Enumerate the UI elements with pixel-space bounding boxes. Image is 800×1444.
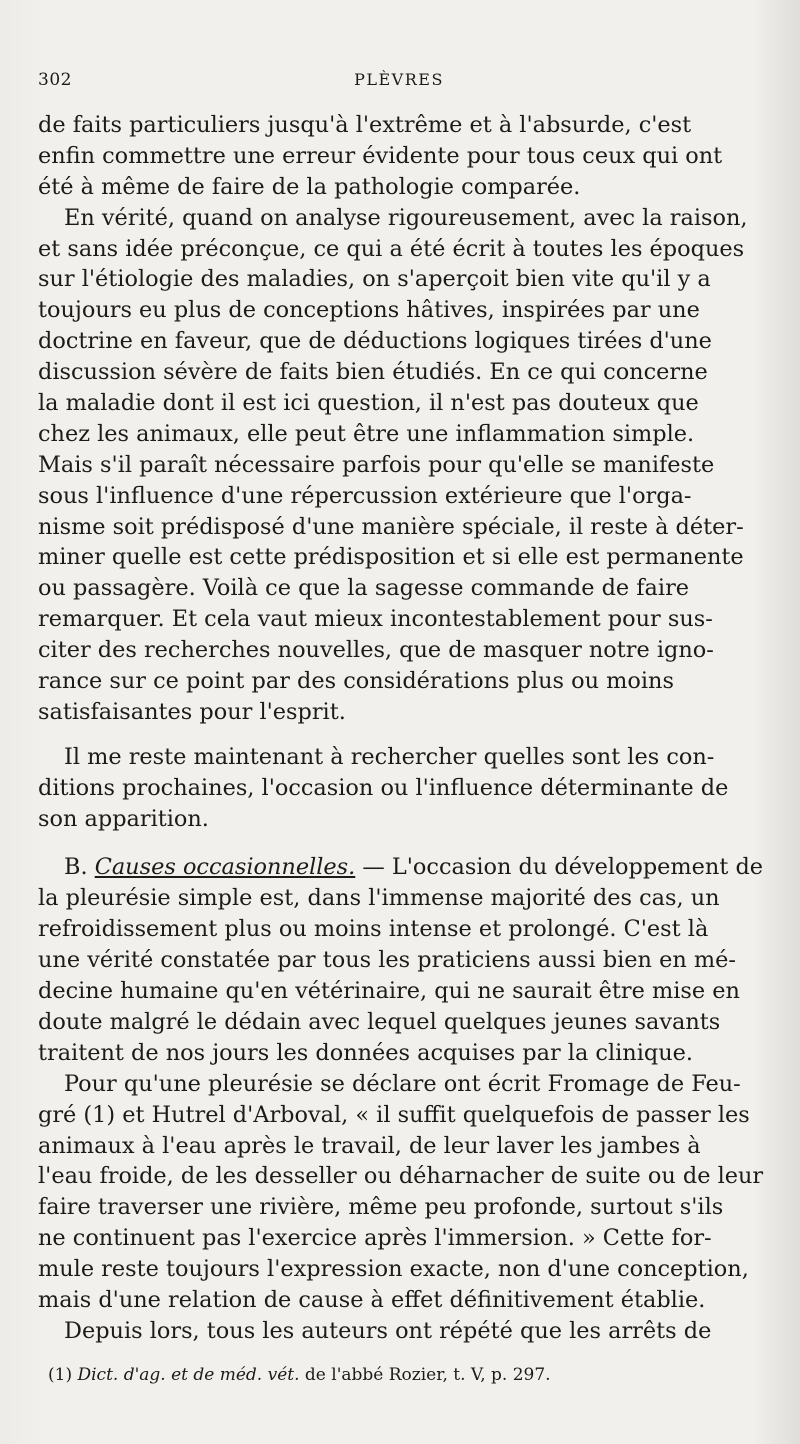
- text-line: sur l'étiologie des maladies, on s'aperçoit bien vite qu'il y a: [38, 266, 711, 293]
- text-line: de faits particuliers jusqu'à l'extrême et à l'absurde, c'est: [38, 112, 692, 138]
- text-line: gré (1) et Hutrel d'Arboval, « il suffit quelquefois de passer les: [38, 1101, 750, 1128]
- text-line: son apparition.: [38, 805, 209, 832]
- footnote-spacer: [38, 1347, 760, 1363]
- text-line: mais d'une relation de cause à effet définitivement établie.: [38, 1286, 706, 1313]
- text-line: Depuis lors, tous les auteurs ont répété que les arrêts de: [64, 1317, 712, 1344]
- text-line: ditions prochaines, l'occasion ou l'influence déterminante de: [38, 774, 729, 801]
- text-line: doute malgré le dédain avec lequel quelques jeunes savants: [38, 1008, 721, 1035]
- running-header: [38, 70, 760, 110]
- section-heading: Causes occasionnelles.: [94, 854, 356, 881]
- section-letter: B.: [64, 854, 95, 881]
- text-line: et sans idée préconçue, ce qui a été écrit à toutes les époques: [38, 235, 745, 262]
- text-line: chez les animaux, elle peut être une inflammation simple.: [38, 420, 695, 447]
- text-line: miner quelle est cette prédisposition et si elle est permanente: [38, 544, 744, 571]
- footnote-title: Dict. d'ag. et de méd. vét.: [77, 1364, 300, 1385]
- footnote: [38, 1363, 760, 1387]
- text-line: été à même de faire de la pathologie comparée.: [38, 173, 581, 200]
- text-line: faire traverser une rivière, même peu profonde, surtout s'ils: [38, 1194, 724, 1221]
- text-line: toujours eu plus de conceptions hâtives, inspirées par une: [38, 297, 700, 324]
- text-line: traitent de nos jours les données acquises par la clinique.: [38, 1039, 693, 1066]
- text-line: doctrine en faveur, que de déductions logiques tirées d'une: [38, 328, 712, 355]
- text-line: ou passagère. Voilà ce que la sagesse commande de faire: [38, 575, 690, 602]
- paragraph-spacer: [38, 728, 760, 742]
- text-line: remarquer. Et cela vaut mieux incontestablement pour sus-: [38, 606, 713, 633]
- text-line: sous l'influence d'une répercussion extérieure que l'orga-: [38, 482, 692, 509]
- section-heading-rest: — L'occasion du développement de: [355, 854, 764, 881]
- paragraph-1: [38, 110, 760, 203]
- paragraph-6: [38, 1316, 760, 1347]
- page-number: 302: [38, 70, 72, 90]
- text-line: mule reste toujours l'expression exacte, non d'une conception,: [38, 1256, 749, 1283]
- section-heading-line: [38, 852, 764, 883]
- text-line: Mais s'il paraît nécessaire parfois pour qu'elle se manifeste: [38, 451, 715, 478]
- text-line: En vérité, quand on analyse rigoureusement, avec la raison,: [64, 204, 748, 231]
- text-line: la maladie dont il est ici question, il n'est pas douteux que: [38, 390, 699, 417]
- text-line: refroidissement plus ou moins intense et prolongé. C'est là: [38, 916, 709, 943]
- text-line: citer des recherches nouvelles, que de masquer notre igno-: [38, 637, 714, 664]
- text-line: ne continuent pas l'exercice après l'immersion. » Cette for-: [38, 1225, 712, 1252]
- text-line: animaux à l'eau après le travail, de leur laver les jambes à: [38, 1132, 701, 1159]
- text-line: discussion sévère de faits bien étudiés. En ce qui concerne: [38, 359, 708, 386]
- paragraph-4: [38, 852, 764, 1068]
- text-line: une vérité constatée par tous les praticiens aussi bien en mé-: [38, 947, 736, 974]
- text-line: l'eau froide, de les desseller ou déharnacher de suite ou de leur: [38, 1163, 764, 1190]
- text-line: la pleurésie simple est, dans l'immense majorité des cas, un: [38, 885, 720, 912]
- footnote-marker: (1): [48, 1364, 78, 1385]
- paragraph-3: [38, 742, 760, 835]
- text-line: Il me reste maintenant à rechercher quelles sont les con-: [64, 743, 715, 770]
- running-title: PLÈVRES: [354, 70, 444, 89]
- text-line: satisfaisantes pour l'esprit.: [38, 698, 346, 725]
- paragraph-5: [38, 1069, 764, 1316]
- paragraph-2: [38, 203, 760, 728]
- footnote-rest: de l'abbé Rozier, t. V, p. 297.: [299, 1364, 551, 1385]
- text-line: enfin commettre une erreur évidente pour tous ceux qui ont: [38, 142, 723, 169]
- text-line: Pour qu'une pleurésie se déclare ont écrit Fromage de Feu-: [64, 1070, 741, 1097]
- text-line: rance sur ce point par des considérations plus ou moins: [38, 668, 674, 695]
- text-line: nisme soit prédisposé d'une manière spéciale, il reste à déter-: [38, 513, 744, 540]
- section-spacer: [38, 834, 760, 852]
- text-line: decine humaine qu'en vétérinaire, qui ne saurait être mise en: [38, 978, 740, 1005]
- body-text: [38, 110, 764, 1347]
